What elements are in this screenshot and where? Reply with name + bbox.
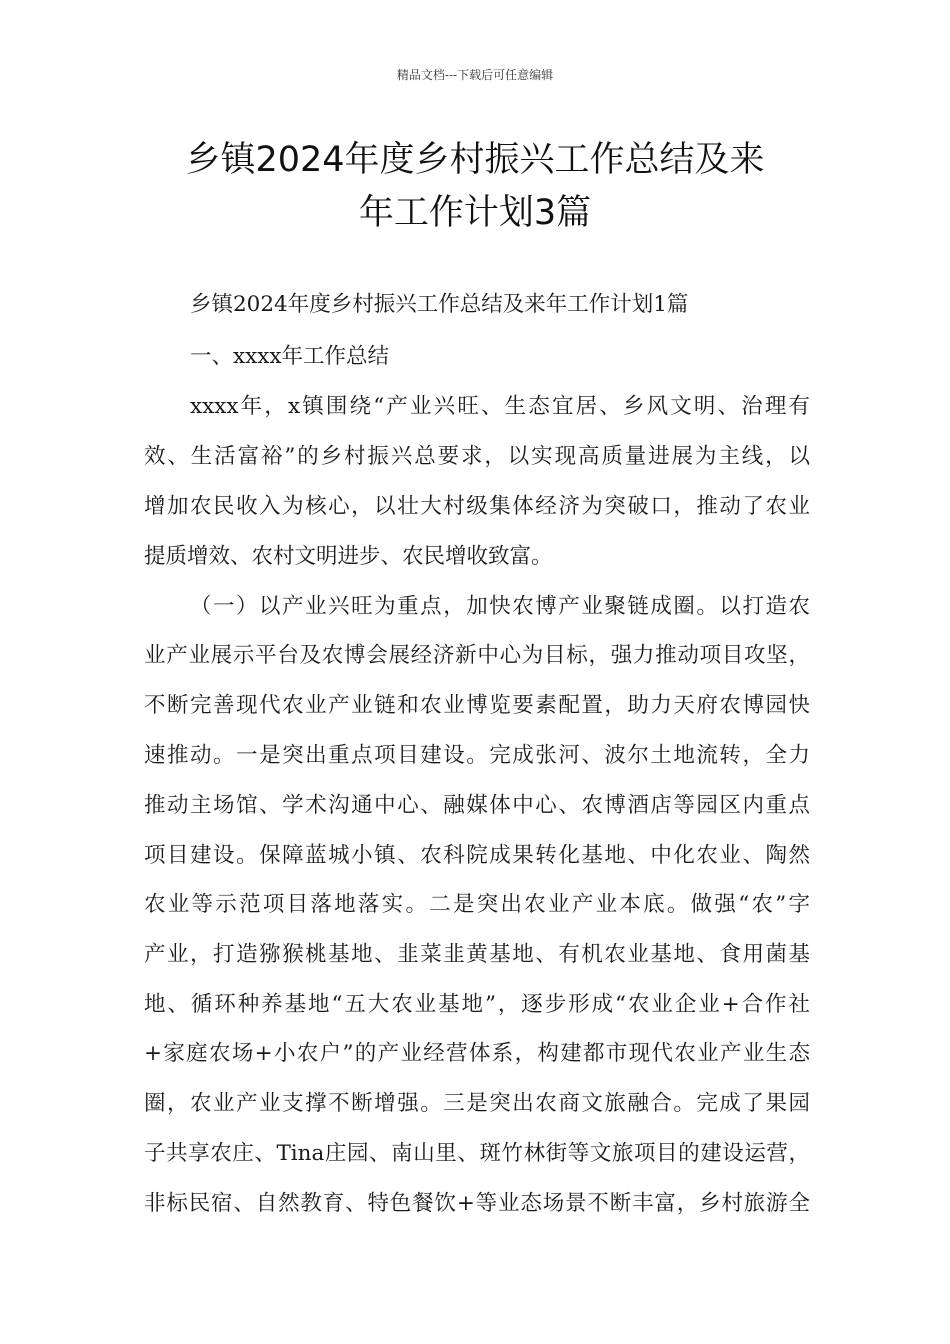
- paragraph-2-line: 推动主场馆、学术沟通中心、融媒体中心、农博酒店等园区内重点: [144, 793, 810, 818]
- subtitle: 乡镇2024年度乡村振兴工作总结及来年工作计划1篇: [190, 292, 689, 317]
- paragraph-2-line: 项目建设。保障蓝城小镇、农科院成果转化基地、中化农业、陶然: [144, 843, 810, 868]
- paragraph-2-line: +家庭农场+小农户”的产业经营体系，构建都市现代农业产业生态: [144, 1041, 810, 1066]
- paragraph-2-line: 圈，农业产业支撑不断增强。三是突出农商文旅融合。完成了果园: [144, 1091, 810, 1116]
- paragraph-1-line: 效、生活富裕”的乡村振兴总要求，以实现高质量进展为主线，以: [144, 444, 810, 469]
- paragraph-2-line: 不断完善现代农业产业链和农业博览要素配置，助力天府农博园快: [144, 693, 810, 718]
- paragraph-1-line: 增加农民收入为核心，以壮大村级集体经济为突破口，推动了农业: [144, 494, 810, 519]
- paragraph-2-line: 地、循环种养基地“五大农业基地”，逐步形成“农业企业+合作社: [144, 992, 810, 1017]
- paragraph-2-line: 业产业展示平台及农博会展经济新中心为目标，强力推动项目攻坚，: [144, 643, 810, 668]
- paragraph-2-line: 产业，打造猕猴桃基地、韭菜韭黄基地、有机农业基地、食用菌基: [144, 942, 810, 967]
- paragraph-1-line: xxxx年，x镇围绕“产业兴旺、生态宜居、乡风文明、治理有: [190, 394, 810, 419]
- section-heading: 一、xxxx年工作总结: [190, 344, 390, 369]
- paragraph-2-line: 非标民宿、自然教育、特色餐饮+等业态场景不断丰富，乡村旅游全: [144, 1191, 810, 1216]
- document-title-line-2: 年工作计划3篇: [358, 193, 592, 233]
- paragraph-1-line: 提质增效、农村文明进步、农民增收致富。: [144, 544, 553, 569]
- header-note: 精品文档---下载后可任意编辑: [396, 68, 554, 82]
- paragraph-2-line: 农业等示范项目落地落实。二是突出农业产业本底。做强“农”字: [144, 892, 810, 917]
- paragraph-2-line: 速推动。一是突出重点项目建设。完成张河、波尔土地流转，全力: [144, 743, 810, 768]
- paragraph-2-line: （一）以产业兴旺为重点，加快农博产业聚链成圈。以打造农: [190, 594, 810, 619]
- document-title-line-1: 乡镇2024年度乡村振兴工作总结及来: [185, 140, 765, 180]
- paragraph-2-line: 子共享农庄、Tina庄园、南山里、斑竹林街等文旅项目的建设运营，: [144, 1141, 810, 1166]
